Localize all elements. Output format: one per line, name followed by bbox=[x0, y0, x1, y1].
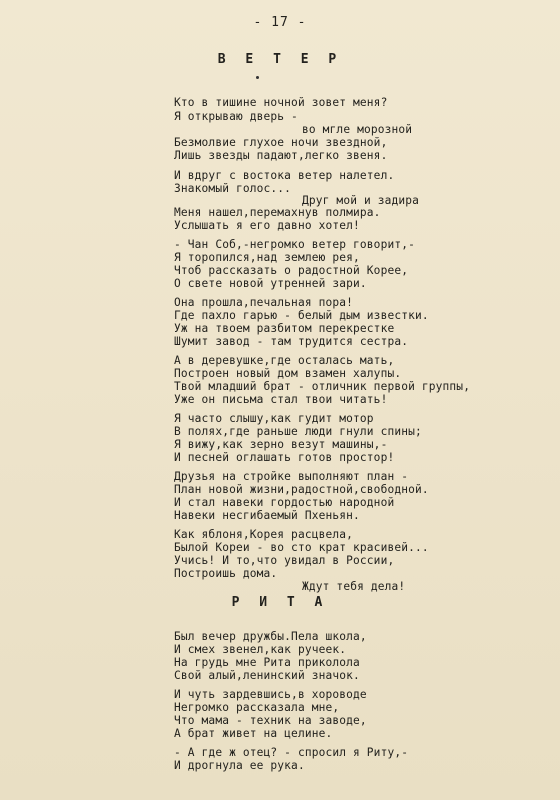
poem-line: И стал навеки гордостью народной bbox=[174, 496, 395, 509]
poem-line: Меня нашел,перемахнув полмира. bbox=[174, 206, 381, 219]
poem-line: Учись! И то,что увидал в России, bbox=[174, 554, 395, 567]
poem-line: Друг мой и задира bbox=[302, 194, 420, 207]
poem-line: Где пахло гарью - белый дым известки. bbox=[174, 309, 429, 322]
poem-line: И вдруг с востока ветер налетел. bbox=[174, 169, 395, 182]
poem-line: во мгле морозной bbox=[302, 123, 413, 136]
poem-line: Ждут тебя дела! bbox=[302, 580, 406, 593]
poem-line: В полях,где раньше люди гнули спины; bbox=[174, 425, 422, 438]
poem-line: Уж на твоем разбитом перекрестке bbox=[174, 322, 395, 335]
poem-line: О свете новой утренней зари. bbox=[174, 277, 367, 290]
poem-line: План новой жизни,радостной,свободной. bbox=[174, 483, 429, 496]
poem-line: Я часто слышу,как гудит мотор bbox=[174, 412, 374, 425]
poem-line: И песней оглашать готов простор! bbox=[174, 451, 395, 464]
poem-line: Я открываю дверь - bbox=[174, 110, 298, 123]
poem-line: Знакомый голос... bbox=[174, 182, 292, 195]
poem-line: Уже он письма стал твои читать! bbox=[174, 393, 388, 406]
poem-line: А брат живет на целине. bbox=[174, 727, 333, 740]
poem-line: - Чан Соб,-негромко ветер говорит,- bbox=[174, 238, 415, 251]
poem-line: Навеки несгибаемый Пхеньян. bbox=[174, 509, 360, 522]
poem-line: Что мама - техник на заводе, bbox=[174, 714, 367, 727]
poem-line: И чуть зардевшись,в хороводе bbox=[174, 688, 367, 701]
poem-line: А в деревушке,где осталась мать, bbox=[174, 354, 395, 367]
poem-line: Кто в тишине ночной зовет меня? bbox=[174, 96, 388, 109]
poem-line: Услышать я его давно хотел! bbox=[174, 219, 360, 232]
poem-line: Чтоб рассказать о радостной Корее, bbox=[174, 264, 409, 277]
poem-line: Шумит завод - там трудится сестра. bbox=[174, 335, 409, 348]
poem-line: Построен новый дом взамен халупы. bbox=[174, 367, 402, 380]
poem-line: Былой Кореи - во сто крат красивей... bbox=[174, 541, 429, 554]
poem-line: И дрогнула ее рука. bbox=[174, 759, 305, 772]
poem-line: На грудь мне Рита приколола bbox=[174, 656, 360, 669]
poem-line: Я торопился,над землею рея, bbox=[174, 251, 360, 264]
poem-line: Твой младший брат - отличник первой группы, bbox=[174, 380, 471, 393]
page-number: - 17 - bbox=[253, 15, 307, 30]
poem-line: Она прошла,печальная пора! bbox=[174, 296, 354, 309]
poem-line: Друзья на стройке выполняют план - bbox=[174, 470, 409, 483]
poem-line: Я вижу,как зерно везут машины,- bbox=[174, 438, 388, 451]
poem-line: Негромко рассказала мне, bbox=[174, 701, 340, 714]
poem-line: Свой алый,ленинский значок. bbox=[174, 669, 360, 682]
poem-line: Безмолвие глухое ночи звездной, bbox=[174, 136, 388, 149]
poem-line: Как яблоня,Корея расцвела, bbox=[174, 528, 354, 541]
poem-title-rita: Р И Т А bbox=[231, 595, 329, 610]
poem-line: И смех звенел,как ручеек. bbox=[174, 643, 347, 656]
poem-line: - А где ж отец? - спросил я Риту,- bbox=[174, 746, 409, 759]
poem-line: Был вечер дружбы.Пела школа, bbox=[174, 630, 367, 643]
poem-line: Построишь дома. bbox=[174, 567, 278, 580]
poem-title-veter: В Е Т Е Р bbox=[217, 52, 343, 67]
ink-dot bbox=[256, 76, 259, 79]
poem-line: Лишь звезды падают,легко звеня. bbox=[174, 149, 388, 162]
